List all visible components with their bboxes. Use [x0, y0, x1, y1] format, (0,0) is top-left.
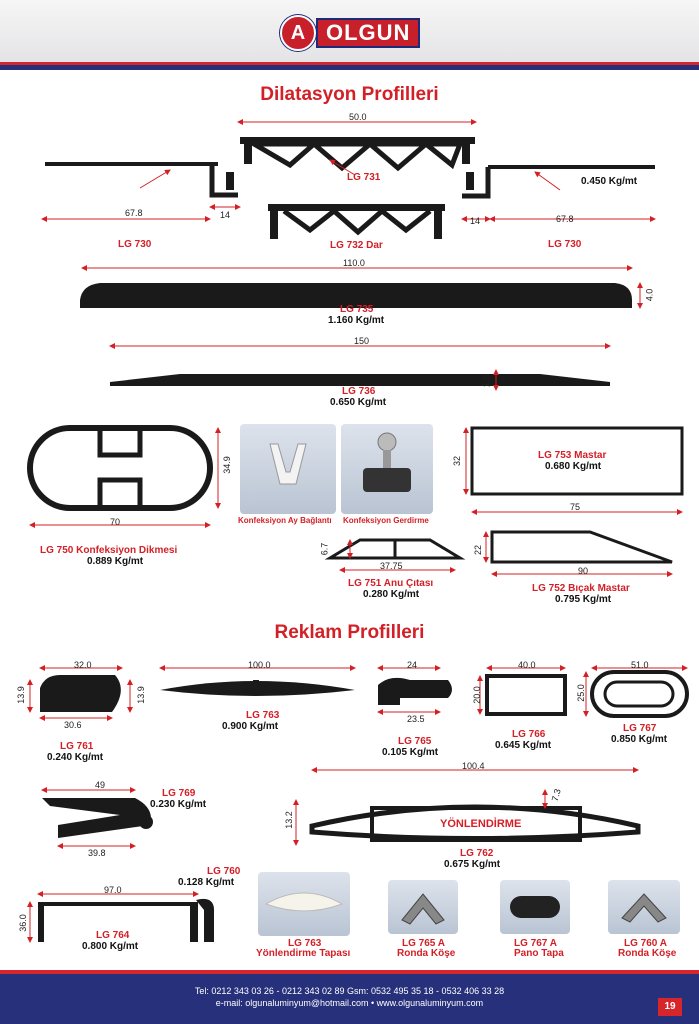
- dim-label: 97.0: [104, 885, 122, 895]
- dim-label: 14: [220, 210, 231, 220]
- weight-lg760: 0.128 Kg/mt: [178, 877, 235, 888]
- weight-lg769: 0.230 Kg/mt: [150, 799, 207, 810]
- photo-lg767a: [500, 880, 570, 934]
- label-lg766: LG 766: [512, 729, 546, 740]
- label-photo-765a-name: Ronda Köşe: [397, 948, 456, 959]
- dim-label: 13.9: [15, 686, 26, 704]
- label-lg751: LG 751 Anu Çıtası: [348, 578, 434, 589]
- profile-lg763: [160, 668, 355, 696]
- dim-label: 40.0: [518, 660, 536, 670]
- dim-label: 4.0: [644, 288, 655, 302]
- dim-label: 49: [95, 780, 106, 790]
- weight-lg731: 0.450 Kg/mt: [581, 176, 638, 187]
- profile-lg762: [296, 770, 638, 845]
- label-lg735: LG 735: [340, 304, 374, 315]
- photo-lg760a: [608, 880, 680, 934]
- weight-lg735: 1.160 Kg/mt: [328, 315, 385, 326]
- label-lg760: LG 760: [207, 866, 241, 877]
- weight-lg750: 0.889 Kg/mt: [87, 556, 144, 567]
- weight-lg752: 0.795 Kg/mt: [555, 594, 612, 605]
- page-number: 19: [658, 998, 682, 1016]
- corner-piece-icon: [388, 880, 458, 934]
- label-lg736: LG 736: [342, 386, 376, 397]
- dim-label: 23.5: [407, 714, 425, 724]
- photo-konfeksiyon-gerdirme: [341, 424, 433, 514]
- label-lg730-right: LG 730: [548, 239, 582, 250]
- label-lg750: LG 750 Konfeksiyon Dikmesi: [40, 545, 178, 556]
- weight-lg765: 0.105 Kg/mt: [382, 747, 439, 758]
- weight-lg766: 0.645 Kg/mt: [495, 740, 552, 751]
- dim-label: 100.0: [248, 660, 271, 670]
- dim-label: 32.0: [74, 660, 92, 670]
- label-photo-760a-name: Ronda Köşe: [618, 948, 677, 959]
- label-lg762: LG 762: [460, 848, 494, 859]
- profile-lg735: [80, 268, 640, 308]
- photo-konfeksiyon-ay-baglanti: [240, 424, 336, 514]
- photo-lg765a: [388, 880, 458, 934]
- label-photo-763-name: Yönlendirme Tapası: [256, 948, 351, 959]
- profile-lg766: [480, 668, 565, 714]
- profile-lg767: [586, 668, 687, 716]
- label-photo-765a: LG 765 A: [402, 938, 445, 949]
- logo-letter: A: [290, 22, 306, 44]
- profile-lg765: [378, 668, 452, 712]
- dim-label: 34.9: [221, 456, 232, 474]
- weight-lg767: 0.850 Kg/mt: [611, 734, 668, 745]
- dim-label: 37.75: [380, 561, 403, 571]
- label-lg732: LG 732 Dar: [330, 240, 383, 251]
- profile-lg736: [110, 346, 610, 390]
- dim-label: 25.0: [575, 684, 586, 702]
- dim-label: 6.7: [319, 542, 330, 556]
- dim-label: 32: [452, 455, 463, 467]
- end-cap-icon: [258, 872, 350, 936]
- dim-label: 36.0: [17, 914, 28, 932]
- dim-label: 30.6: [64, 720, 82, 730]
- label-photo-760a: LG 760 A: [624, 938, 667, 949]
- label-lg761: LG 761: [60, 741, 94, 752]
- dim-label: 1.5: [481, 374, 492, 388]
- connector-icon: [240, 424, 336, 514]
- dim-label: 67.8: [125, 208, 143, 218]
- label-photo-767a-name: Pano Tapa: [514, 948, 564, 959]
- dim-label: 67.8: [556, 214, 574, 224]
- profile-lg731: [240, 137, 475, 168]
- corner-piece-icon: [608, 880, 680, 934]
- label-lg764: LG 764: [96, 930, 130, 941]
- dim-label: 39.8: [88, 848, 106, 858]
- caption-photo2: Konfeksiyon Gerdirme: [343, 516, 429, 525]
- dim-label: 50.0: [349, 112, 367, 122]
- weight-lg753: 0.680 Kg/mt: [545, 461, 602, 472]
- label-lg763: LG 763: [246, 710, 280, 721]
- dim-label: 22: [473, 544, 484, 556]
- dim-label: 150: [354, 336, 370, 346]
- dim-label: 13.2: [283, 811, 294, 829]
- yonlendirme-text: YÖNLENDİRME: [440, 818, 522, 830]
- dim-label: 110.0: [343, 258, 365, 268]
- dim-label: 24: [407, 660, 418, 670]
- dim-label: 51.0: [631, 660, 649, 670]
- label-photo-767a: LG 767 A: [514, 938, 557, 949]
- dim-label: 70: [110, 517, 121, 527]
- panel-cap-icon: [500, 880, 570, 934]
- weight-lg761: 0.240 Kg/mt: [47, 752, 104, 763]
- label-lg753: LG 753 Mastar: [538, 450, 607, 461]
- profile-lg730-left: [45, 162, 238, 195]
- weight-lg751: 0.280 Kg/mt: [363, 589, 420, 600]
- tensioner-icon: [341, 424, 433, 514]
- label-lg769: LG 769: [162, 788, 196, 799]
- profile-lg769: [42, 790, 153, 846]
- section-title-reklam: Reklam Profilleri: [274, 622, 425, 643]
- weight-lg764: 0.800 Kg/mt: [82, 941, 139, 952]
- label-lg767: LG 767: [623, 723, 657, 734]
- weight-lg762: 0.675 Kg/mt: [444, 859, 501, 870]
- brand-name: OLGUN: [316, 18, 420, 48]
- label-lg731: LG 731: [347, 172, 381, 183]
- weight-lg736: 0.650 Kg/mt: [330, 397, 387, 408]
- footer-contact-phone: Tel: 0212 343 03 26 - 0212 343 02 89 Gsm: 0532 495 35 18 - 0532 406 33 28: [194, 986, 505, 996]
- profile-lg750: [30, 428, 218, 525]
- section-title-dilatasyon: Dilatasyon Profilleri: [260, 84, 439, 105]
- profile-lg732: [268, 204, 445, 239]
- label-lg765: LG 765: [398, 736, 432, 747]
- dim-label: 13.9: [135, 686, 146, 704]
- profile-lg761: [30, 668, 130, 718]
- caption-photo1: Konfeksiyon Ay Bağlantı: [238, 516, 332, 525]
- dim-label: 14: [470, 216, 481, 226]
- dim-label: 75: [570, 502, 581, 512]
- footer-contact-web: e-mail: olgunaluminyum@hotmail.com • www.olgunaluminyum.com: [215, 998, 484, 1008]
- weight-lg763: 0.900 Kg/mt: [222, 721, 279, 732]
- dim-label: 7.3: [549, 787, 563, 803]
- dim-label: 20.0: [471, 686, 482, 704]
- label-lg752: LG 752 Bıçak Mastar: [532, 583, 630, 594]
- dim-label: 100.4: [462, 761, 485, 771]
- dim-label: 90: [578, 566, 589, 576]
- label-photo-763: LG 763: [288, 938, 322, 949]
- photo-lg763-tapa: [258, 872, 350, 936]
- label-lg730-left: LG 730: [118, 239, 152, 250]
